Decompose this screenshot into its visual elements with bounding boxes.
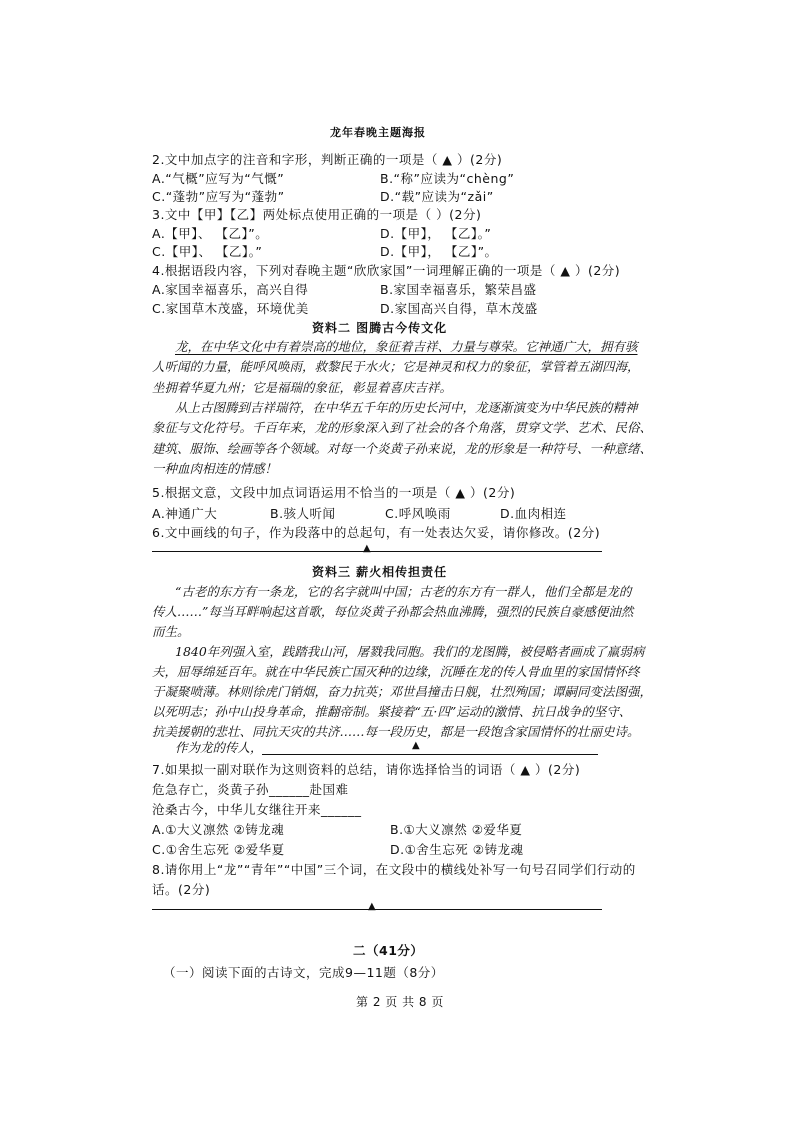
material-2-p2-line1: 从上古图腾到吉祥瑞符，在中华五千年的历史长河中，龙逐渐演变为中华民族的精神 [175,400,638,415]
material-2-p2-line4: 一种血肉相连的情感！ [152,461,278,476]
material-2-p2-line3: 建筑、服饰、绘画等各个领域。对每一个炎黄子孙来说，龙的形象是一种符号、一种意绪、 [152,441,653,456]
material-3-p2-line3: 于凝聚喷薄。林则徐虎门销烟，奋力抗英；邓世昌撞击日舰，壮烈殉国；谭嗣同变法图强， [152,684,653,699]
page-number: 第 2 页 共 8 页 [356,995,444,1009]
material-3-p2-line5: 抗美援朝的悲壮、同抗天灾的共济……每一段历史，都是一段饱含家国情怀的壮丽史诗。 [152,724,640,739]
q8-stem-line2: 话。(2分) [152,882,211,897]
q7-option-a: A.①大义凛然 ②铸龙魂 [152,822,285,837]
q6-answer-marker: ▲ [363,543,371,554]
q6-stem: 6.文中画线的句子，作为段落中的总起句，有一处表达欠妥，请你修改。(2分) [152,525,601,540]
material-3-p3: 作为龙的传人， [175,740,263,755]
material-2-p1-line3: 坐拥着华夏九州；它是福瑞的象征，彰显着喜庆吉祥。 [152,380,453,395]
q4-option-a: A.家国幸福喜乐，高兴自得 [152,282,309,297]
part-2-heading: 二（41分） [353,943,424,958]
part-2-subheading: （一）阅读下面的古诗文，完成9—11题（8分） [163,965,444,980]
material-3-p1-line2: 传人……”每当耳畔响起这首歌，每位炎黄子孙都会热血沸腾，强烈的民族自豪感便油然 [152,604,634,619]
material-3-answer-line [262,754,598,755]
q8-stem-line1: 8.请你用上“龙”“青年”“中国”三个词，在文段中的横线处补写一句号召同学们行动的 [152,862,636,877]
q4-option-c: C.家国草木茂盛，环境优美 [152,301,309,316]
q8-answer-line [152,909,602,910]
q5-option-b: B.骇人听闻 [270,506,336,521]
q3-option-a: A.【甲】、 【乙】”。 [152,226,269,241]
q5-option-c: C.呼风唤雨 [385,506,451,521]
q2-option-d: D.“载”应读为“zǎi” [380,189,494,204]
q4-option-b: B.家国幸福喜乐，繁荣昌盛 [380,282,537,297]
q2-option-a: A.“气概”应写为“气慨” [152,171,285,186]
q5-option-a: A.神通广大 [152,506,218,521]
page-title: 龙年春晚主题海报 [330,126,426,139]
q7-option-b: B.①大义凛然 ②爱华夏 [390,822,523,837]
q3-stem: 3.文中【甲】【乙】两处标点使用正确的一项是（ ）(2分) [152,207,482,222]
material-2-p1-line2: 人听闻的力量，能呼风唤雨，救黎民于水火；它是神灵和权力的象征，掌管着五湖四海， [152,359,640,374]
material-3-answer-marker: ▲ [412,740,420,751]
q3-option-d: D.【甲】， 【乙】”。 [380,244,498,259]
material-3-p2-line2: 夫，屈辱绵延百年。就在中华民族亡国灭种的边缘，沉睡在龙的传人骨血里的家国情怀终 [152,664,640,679]
q4-stem: 4.根据语段内容，下列对春晚主题“欣欣家国”一词理解正确的一项是（ ▲ ）(2分) [152,263,621,278]
q8-answer-marker: ▲ [368,901,376,912]
q2-option-b: B.“称”应读为“chèng” [380,171,515,186]
q7-option-d: D.①舍生忘死 ②铸龙魂 [390,842,524,857]
material-3-heading: 资料三 薪火相传担责任 [312,565,448,579]
q4-option-d: D.家国高兴自得，草木茂盛 [380,301,538,316]
material-3-p2-line1: 1840年列强入室，践踏我山河，屠戮我同胞。我们的龙图腾，被侵略者画成了羸弱病 [175,644,645,659]
material-3-p2-line4: 以死明志；孙中山投身革命，推翻帝制。紧接着“五·四”运动的激情、抗日战争的坚守、 [152,704,632,719]
q2-option-c: C.“蓬勃”应写为“蓬勃” [152,189,285,204]
material-2-p1-line1: 龙，在中华文化中有着崇高的地位，象征着吉祥、力量与尊荣。它神通广大，拥有骇 [175,339,638,354]
q7-couplet-line1: 危急存亡，炎黄子孙______赴国难 [152,782,349,797]
material-2-p2-line2: 象征与文化符号。千百年来，龙的形象深入到了社会的各个角落，贯穿文学、艺术、民俗、 [152,420,653,435]
q3-option-b: D.【甲】， 【乙】。” [380,226,492,241]
q5-option-d: D.血肉相连 [500,506,567,521]
material-3-p1-line1: “古老的东方有一条龙，它的名字就叫中国；古老的东方有一群人，他们全都是龙的 [175,584,632,599]
q5-stem: 5.根据文意，文段中加点词语运用不恰当的一项是（ ▲ ）(2分) [152,485,516,500]
material-2-heading: 资料二 图腾古今传文化 [312,321,448,335]
q6-answer-line [152,551,602,552]
q7-couplet-line2: 沧桑古今，中华儿女继往开来______ [152,802,362,817]
q7-option-c: C.①舍生忘死 ②爱华夏 [152,842,285,857]
material-3-p1-line3: 而生。 [152,624,190,639]
q7-stem: 7.如果拟一副对联作为这则资料的总结，请你选择恰当的词语（ ▲ ）(2分) [152,762,581,777]
q2-stem: 2.文中加点字的注音和字形，判断正确的一项是（ ▲ ）(2分) [152,152,503,167]
q3-option-c: C.【甲】、 【乙】。” [152,244,263,259]
